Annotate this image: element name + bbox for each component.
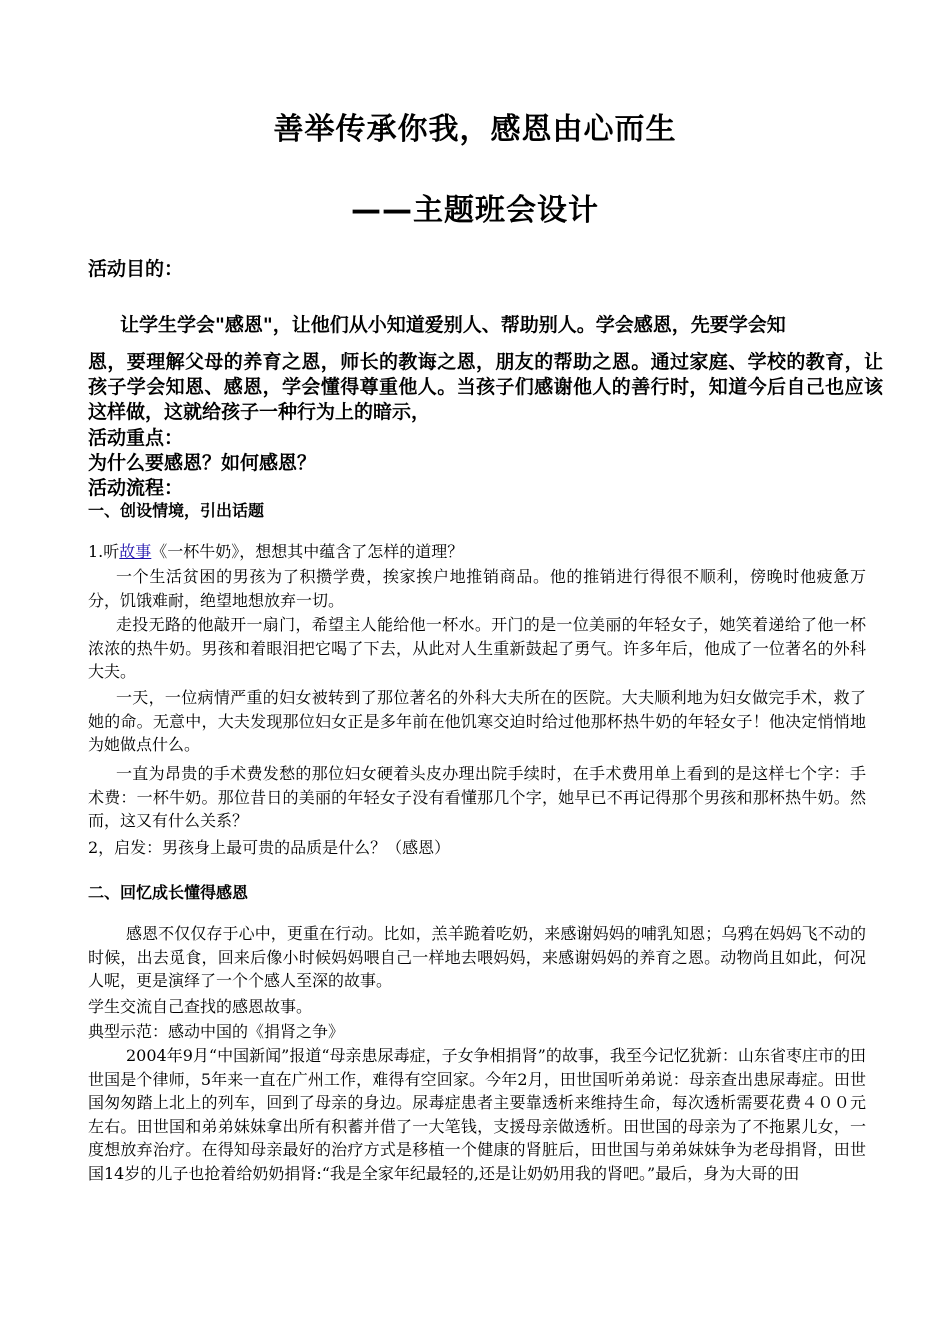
story-paragraph-4: 一直为昂贵的手术费发愁的那位妇女硬着头皮办理出院手续时，在手术费用单上看到的是这样七个字：手术费：一杯牛奶。那位昔日的美丽的年轻女子没有看懂那几个字，她早已不再记得那个男孩和那杯热牛奶。然而，这又有什么关系？	[88, 764, 866, 830]
question-2: 2，启发：男孩身上最可贵的品质是什么？（感恩）	[88, 838, 451, 857]
process-label: 活动流程：	[88, 477, 184, 499]
section-1-heading: 一、创设情境，引出话题	[88, 501, 265, 520]
story-intro-prefix: 1.听	[88, 542, 120, 561]
section-2-heading: 二、回忆成长懂得感恩	[88, 883, 249, 902]
focus-label: 活动重点：	[88, 427, 184, 449]
page-subtitle: ——主题班会设计	[351, 193, 599, 228]
story-intro-suffix: 《一杯牛奶》，想想其中蕴含了怎样的道理？	[151, 542, 464, 561]
story-paragraph-2: 走投无路的他敲开一扇门，希望主人能给他一杯水。开门的是一位美丽的年轻女子，她笑着递给了他一杯浓浓的热牛奶。男孩和着眼泪把它喝了下去，从此对人生重新鼓起了勇气。许多年后，他成了一位著名的外科大夫。	[88, 615, 866, 681]
purpose-label: 活动目的：	[88, 258, 184, 280]
story-link[interactable]: 故事	[119, 542, 152, 561]
page-title: 善举传承你我，感恩由心而生	[273, 112, 677, 147]
section-2-paragraph-4: 2004年9月“中国新闻”报道“母亲患尿毒症，子女争相捐肾”的故事，我至今记忆犹新：山东省枣庄市的田世国是个律师，5年来一直在广州工作，难得有空回家。今年2月，田世国听弟弟说：母亲查出患尿毒症。田世国匆匆踏上北上的列车，回到了母亲的身边。尿毒症患者主要靠透析来维持生命，每次透析需要花费４００元左右。田世国和弟弟妹妹拿出所有积蓄并借了一大笔钱，支援母亲做透析。田世国的母亲为了不拖累儿女，一度想放弃治疗。在得知母亲最好的治疗方式是移植一个健康的肾脏后，田世国与弟弟妹妹争为老母捐肾，田世国14岁的儿子也抢着给奶奶捐肾:“我是全家年纪最轻的,还是让奶奶用我的肾吧。”最后，身为大哥的田	[88, 1046, 866, 1183]
section-2-line-3: 典型示范：感动中国的《捐肾之争》	[88, 1022, 345, 1041]
focus-text: 为什么要感恩？如何感恩？	[88, 452, 317, 474]
section-2-paragraph-1: 感恩不仅仅存于心中，更重在行动。比如，羔羊跪着吃奶，来感谢妈妈的哺乳知恩；乌鸦在妈妈飞不动的时候，出去觅食，回来后像小时候妈妈喂自己一样地去喂妈妈，来感谢妈妈的养育之恩。动物尚且如此，何况人呢，更是演绎了一个个感人至深的故事。	[88, 924, 866, 990]
purpose-paragraph: 恩，要理解父母的养育之恩，师长的教诲之恩，朋友的帮助之恩。通过家庭、学校的教育，让孩子学会知恩、感恩，学会懂得尊重他人。当孩子们感谢他人的善行时，知道今后自己也应该这样做，这就给孩子一种行为上的暗示，	[88, 351, 883, 423]
purpose-line-1: 让学生学会"感恩"，让他们从小知道爱别人、帮助别人。学会感恩，先要学会知	[120, 314, 786, 336]
story-paragraph-1: 一个生活贫困的男孩为了积攒学费，挨家挨户地推销商品。他的推销进行得很不顺利，傍晚时他疲惫万分，饥饿难耐，绝望地想放弃一切。	[88, 567, 866, 610]
story-intro-line	[88, 540, 866, 564]
story-paragraph-3: 一天，一位病情严重的妇女被转到了那位著名的外科大夫所在的医院。大夫顺利地为妇女做完手术，救了她的命。无意中，大夫发现那位妇女正是多年前在他饥寒交迫时给过他那杯热牛奶的年轻女子！他决定悄悄地为她做点什么。	[88, 688, 866, 754]
section-2-line-2: 学生交流自己查找的感恩故事。	[88, 997, 313, 1016]
